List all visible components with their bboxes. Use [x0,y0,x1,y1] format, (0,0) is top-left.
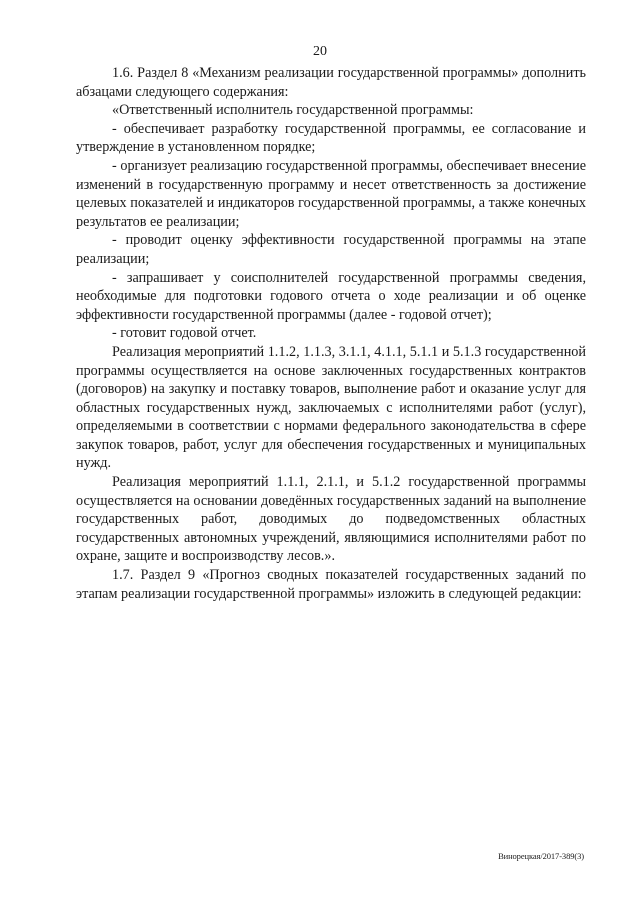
paragraph-section-9: 1.7. Раздел 9 «Прогноз сводных показателей государственных заданий по этапам реализации государственной программы» изложить в следующей редакции: [76,567,586,602]
paragraph-section-8-intro: 1.6. Раздел 8 «Механизм реализации государственной программы» дополнить абзацами следующего содержания: [76,65,586,100]
list-item-organization: - организует реализацию государственной программы, обеспечивает внесение изменений в государственную программу и несет ответственность за достижение целевых показателей и индикаторов государственной программы, а также конечных результатов ее реализации; [76,157,586,230]
page-number: 20 [313,44,327,59]
footer-document-code: Винорецкая/2017-389(3) [498,851,584,861]
document-body [76,64,586,603]
paragraph-responsible-executor: «Ответственный исполнитель государственной программы: [112,102,474,119]
list-item-development: - обеспечивает разработку государственной программы, ее согласование и утверждение в установленном порядке; [76,120,586,156]
list-item-request-info: - запрашивает у соисполнителей государственной программы сведения, необходимые для подготовки годового отчета о ходе реализации и об оценке эффективности государственной программы (далее - годовой отчет); [76,269,586,323]
paragraph-contracts: Реализация мероприятий 1.1.2, 1.1.3, 3.1.1, 4.1.1, 5.1.1 и 5.1.3 государственной программы осуществляется на основе заключенных государственных контрактов (договоров) на закупку и поставку товаров, выполнение работ и оказание услуг для областных государственных нужд, заключаемых с исполнителями работ (услуг), определяемыми в соответствии с нормами федерального законодательства в сфере закупок товаров, работ, услуг для обеспечения государственных и муниципальных нужд. [76,343,586,472]
list-item-annual-report: - готовит годовой отчет. [112,325,257,342]
paragraph-state-assignments: Реализация мероприятий 1.1.1, 2.1.1, и 5.1.2 государственной программы осуществляется на основании доведённых государственных заданий на выполнение государственных работ, доводимых до подведомственных областных государственных автономных учреждений, являющимися исполнителями работ по охране, защите и воспроизводству лесов.». [76,474,586,565]
list-item-evaluation: - проводит оценку эффективности государственной программы на этапе реализации; [76,232,586,267]
